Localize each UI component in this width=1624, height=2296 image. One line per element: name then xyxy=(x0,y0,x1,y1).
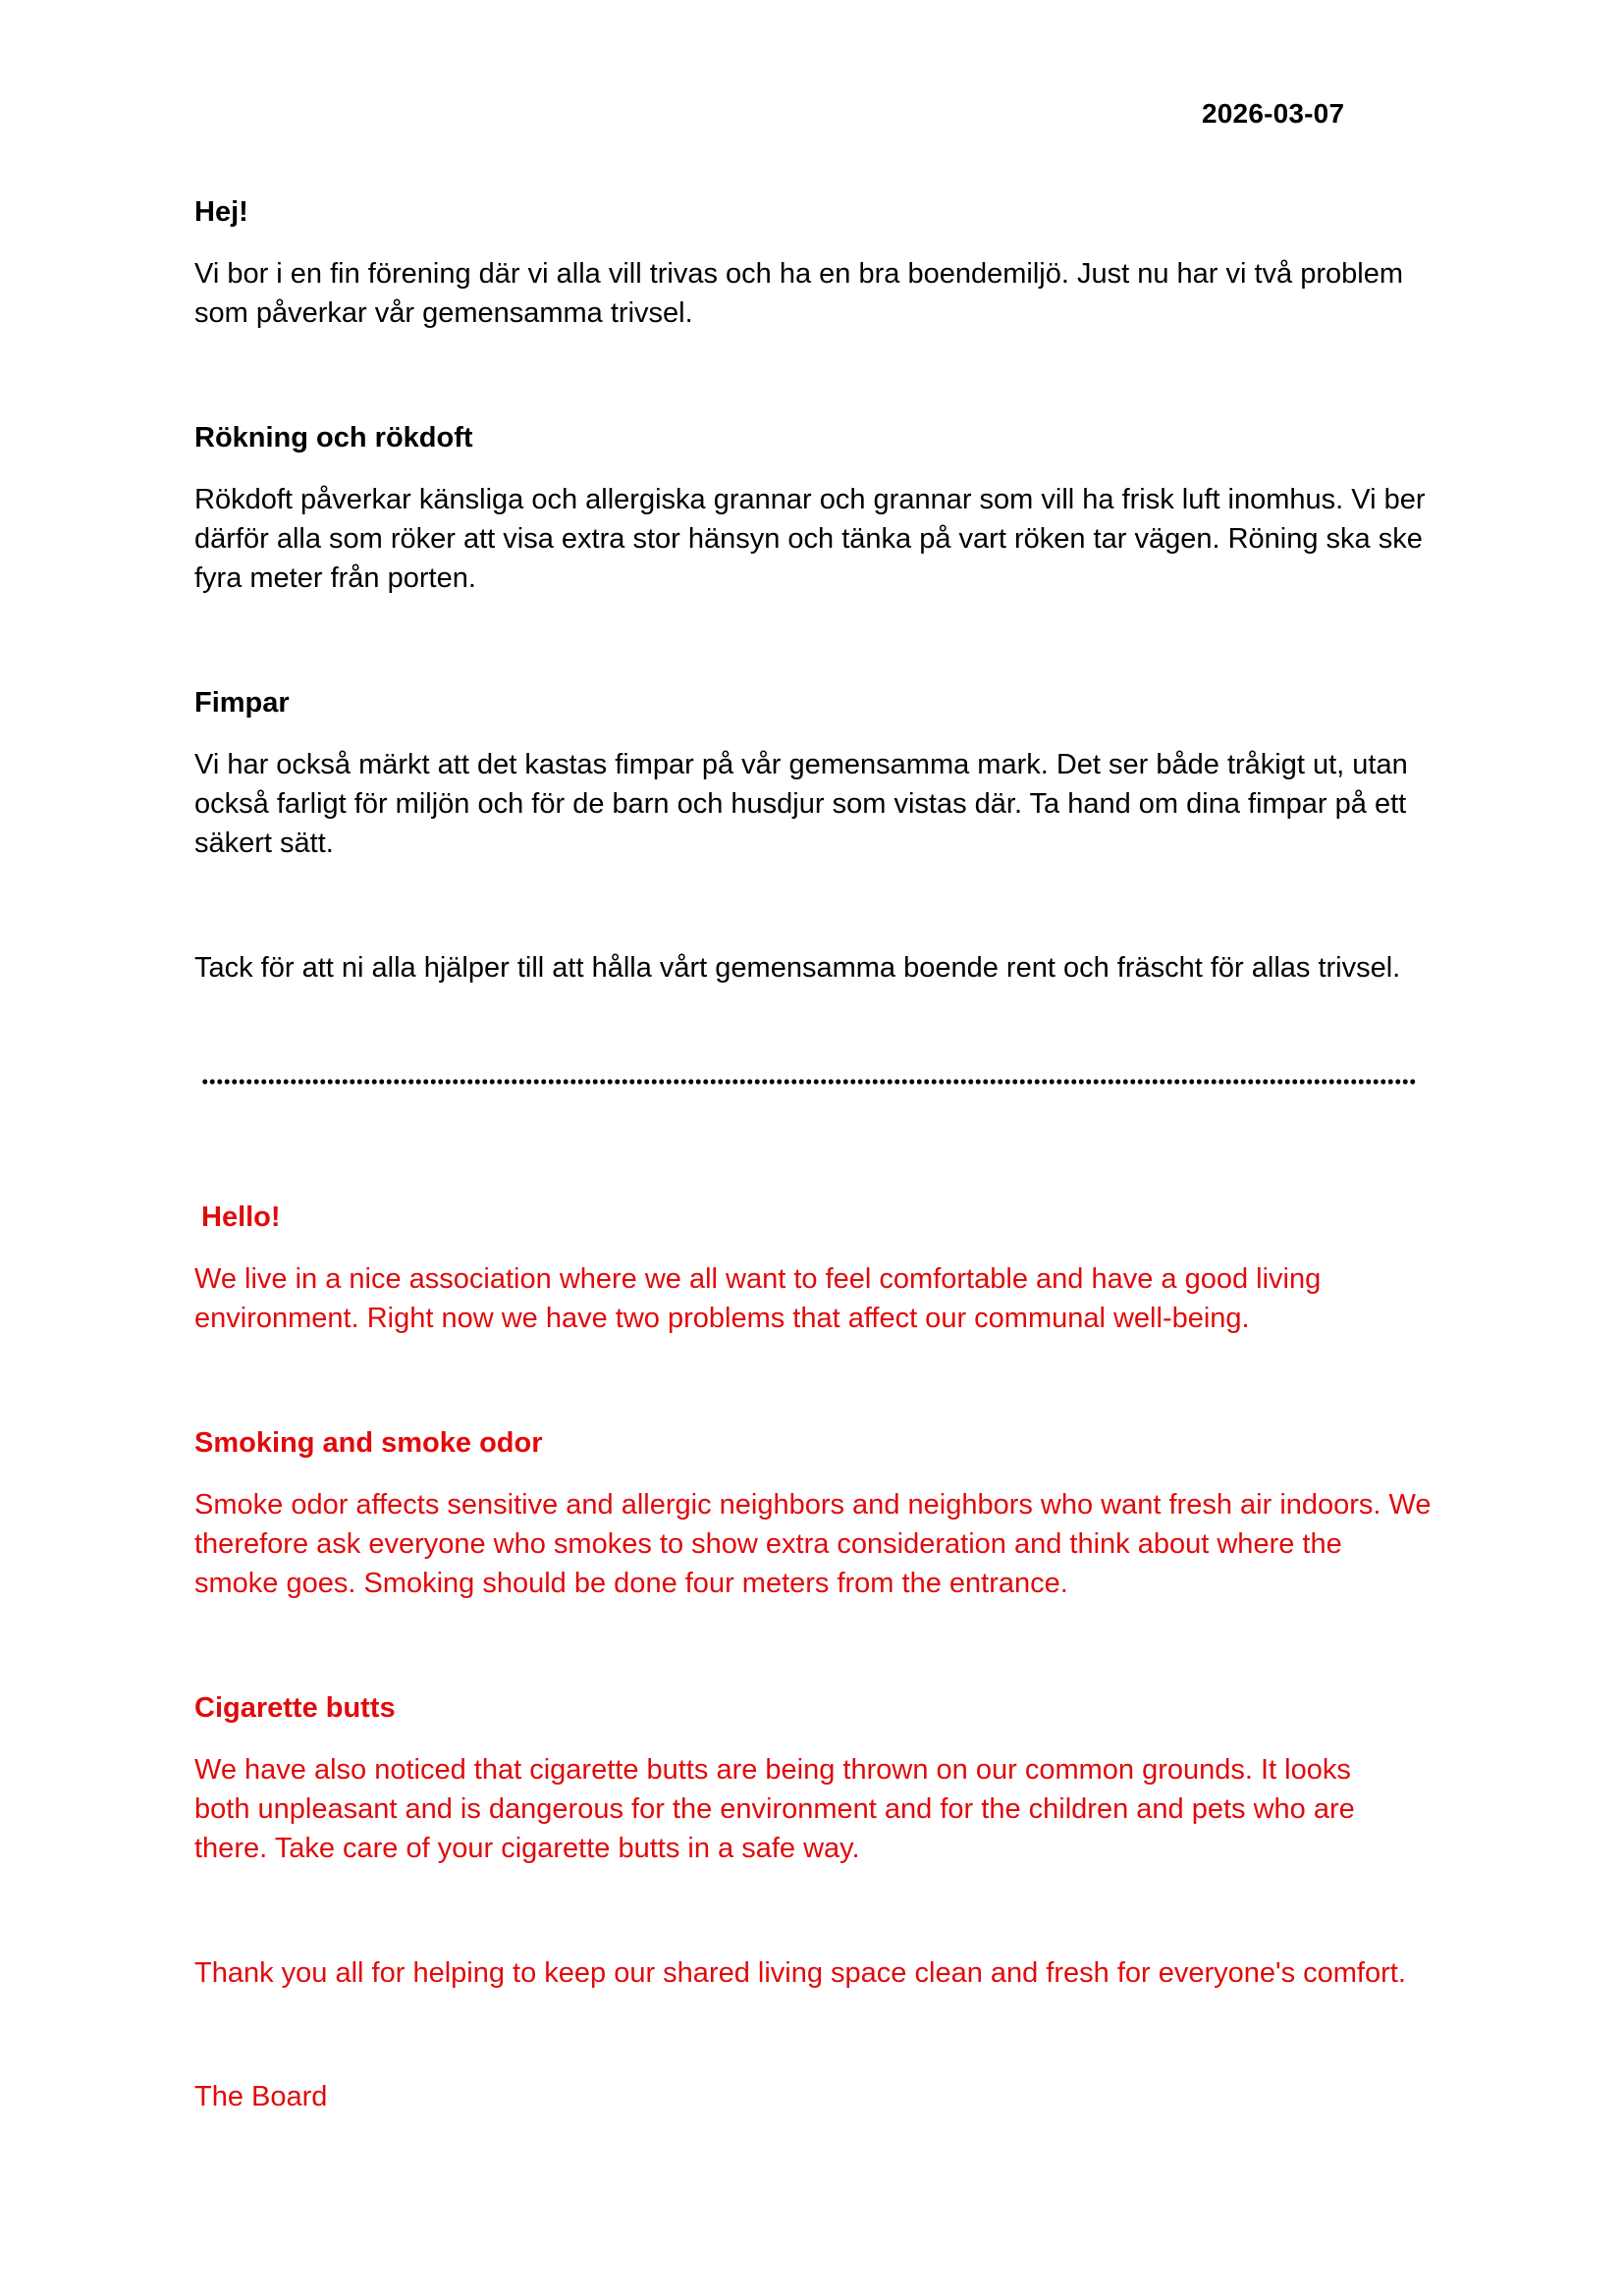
signature: The Board xyxy=(194,2081,328,2112)
english-thanks: Thank you all for helping to keep our shared living space clean and fresh for everyone's comfort. xyxy=(194,1957,1406,1989)
swedish-butts-text: Vi har också märkt att det kastas fimpar på vår gemensamma mark. Det ser både tråkigt ut, utan också farligt för miljön och för de barn och husdjur som vistas där. Ta hand om dina fimpar på ett säkert sätt. xyxy=(194,749,1408,859)
document-date: 2026-03-07 xyxy=(1202,98,1345,129)
swedish-butts-heading: Fimpar xyxy=(194,687,290,719)
swedish-intro: Vi bor i en fin förening där vi alla vill trivas och ha en bra boendemiljö. Just nu har vi två problem som påverkar vår gemensamma trivsel. xyxy=(194,258,1403,329)
swedish-smoking-heading: Rökning och rökdoft xyxy=(194,422,473,454)
english-greeting: Hello! xyxy=(201,1201,281,1233)
swedish-smoking-text: Rökdoft påverkar känsliga och allergiska grannar och grannar som vill ha frisk luft inomhus. Vi ber därför alla som röker att visa extra stor hänsyn och tänka på vart röken tar vägen. Röning ska ske fyra meter från porten. xyxy=(194,484,1426,594)
section-divider xyxy=(201,1077,1417,1087)
swedish-thanks: Tack för att ni alla hjälper till att hålla vårt gemensamma boende rent och fräscht för allas trivsel. xyxy=(194,952,1401,984)
english-butts-text: We have also noticed that cigarette butts are being thrown on our common grounds. It looks both unpleasant and is dangerous for the environment and for the children and pets who are there. Take care of your cigarette butts in a safe way. xyxy=(194,1754,1355,1864)
swedish-greeting: Hej! xyxy=(194,196,248,228)
english-butts-heading: Cigarette butts xyxy=(194,1692,396,1724)
english-smoking-heading: Smoking and smoke odor xyxy=(194,1427,543,1459)
english-intro: We live in a nice association where we all want to feel comfortable and have a good living environment. Right now we have two problems that affect our communal well-being. xyxy=(194,1263,1322,1334)
english-smoking-text: Smoke odor affects sensitive and allergic neighbors and neighbors who want fresh air indoors. We therefore ask everyone who smokes to show extra consideration and think about where the smoke goes. Smoking should be done four meters from the entrance. xyxy=(194,1489,1432,1599)
